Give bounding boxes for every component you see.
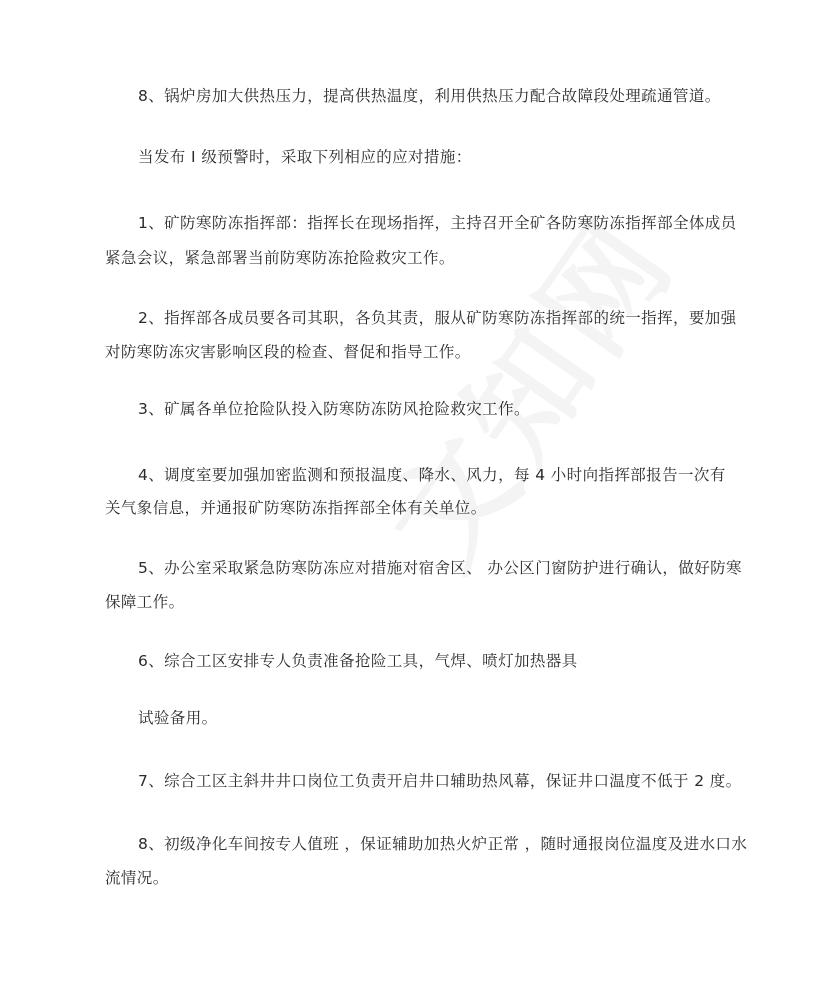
- paragraph-boiler-pressure: 8、锅炉房加大供热压力，提高供热温度，利用供热压力配合故障段处理疏通管道。: [138, 87, 721, 105]
- level-one-warning-heading: 当发布 I 级预警时，采取下列相应的应对措施：: [138, 148, 472, 166]
- item-4-line-1: 4、调度室要加强加密监测和预报温度、降水、风力，每 4 小时向指挥部报告一次有: [138, 466, 726, 484]
- item-2-line-1: 2、指挥部各成员要各司其职，各负其责，服从矿防寒防冻指挥部的统一指挥，要加强: [138, 309, 737, 327]
- item-8-line-1: 8、初级净化车间按专人值班 ，保证辅助加热火炉正常 ，随时通报岗位温度及进水口水: [138, 835, 748, 853]
- item-3: 3、矿属各单位抢险队投入防寒防冻防风抢险救灾工作。: [138, 400, 530, 418]
- item-1-line-2: 紧急会议，紧急部署当前防寒防冻抢险救灾工作。: [105, 249, 455, 267]
- item-5-line-2: 保障工作。: [105, 593, 185, 611]
- watermark: [343, 177, 708, 595]
- item-2-line-2: 对防寒防冻灾害影响区段的检查、督促和指导工作。: [105, 343, 471, 361]
- item-1-line-1: 1、矿防寒防冻指挥部：指挥长在现场指挥，主持召开全矿各防寒防冻指挥部全体成员: [138, 214, 737, 232]
- item-4-line-2: 关气象信息，并通报矿防寒防冻指挥部全体有关单位。: [105, 499, 487, 517]
- item-6-line-2: 试验备用。: [138, 709, 218, 727]
- item-5-line-1: 5、办公室采取紧急防寒防冻应对措施对宿舍区、 办公区门窗防护进行确认，做好防寒: [138, 559, 742, 577]
- item-6-line-1: 6、综合工区安排专人负责准备抢险工具，气焊、喷灯加热器具: [138, 652, 578, 670]
- item-7: 7、综合工区主斜井井口岗位工负责开启井口辅助热风幕，保证井口温度不低于 2 度。: [138, 772, 742, 790]
- item-8-line-2: 流情况。: [105, 869, 169, 887]
